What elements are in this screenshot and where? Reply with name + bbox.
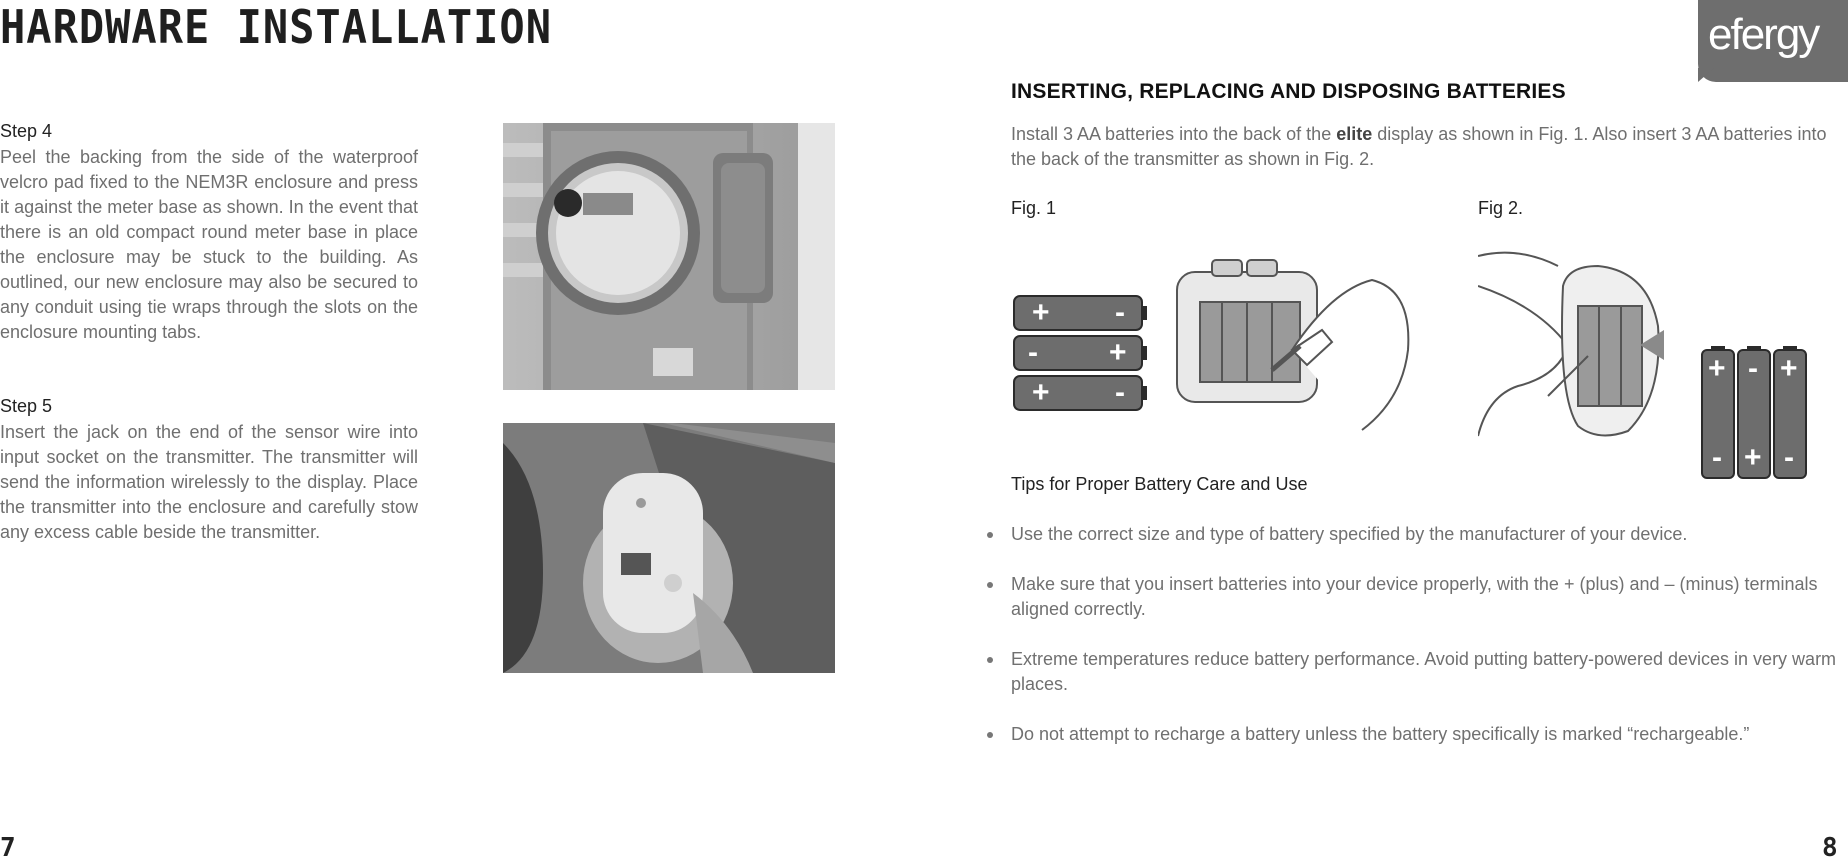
fig2-battery1-plus: + [1708,352,1726,385]
step4-heading: Step 4 [0,121,53,141]
list-item [1011,572,1846,622]
tips-heading: Tips for Proper Battery Care and Use [1011,474,1308,494]
tip-text: Use the correct size and type of battery specified by the manufacturer of your device. [1011,524,1688,544]
step5-text: Insert the jack on the end of the sensor wire into input socket on the transmitter. The transmitter will send the information wirelessly to the display. Place the transmitter into the enclosure and carefully stow any excess cable beside the transmitter. [0,422,418,542]
fig2-battery3-plus: + [1780,352,1798,385]
intro-text-end: display as shown in Fig. 1. Also insert 3 AA batteries into the back of the transmitter as shown in Fig. 2. [1011,124,1827,169]
logo-tail [1698,68,1714,82]
list-item [1011,522,1846,547]
tip-text: Extreme temperatures reduce battery performance. Avoid putting battery-powered devices in very warm places. [1011,649,1837,694]
intro-text-start: Install 3 AA batteries into the back of the [1011,124,1337,144]
tip-text: Do not attempt to recharge a battery unless the battery specifically is marked “rechargeable.” [1011,724,1750,744]
intro-paragraph [1011,122,1831,172]
page-number-right: 8 [1822,833,1838,863]
fig1-battery1-minus: - [1115,296,1125,329]
fig2-battery2-plus: + [1744,441,1762,474]
step5-heading: Step 5 [0,396,53,416]
fig2-label: Fig 2. [1478,198,1524,218]
electric-meter-photo [503,123,835,390]
fig2-transmitter-illustration [1478,246,1664,442]
section-title: INSERTING, REPLACING AND DISPOSING BATTERIES [1011,80,1566,103]
transmitter-photo [503,423,835,673]
logo-text: efergy [1708,10,1819,59]
fig2-battery3-minus: - [1784,441,1794,474]
fig1-batteries [1012,294,1148,414]
bullet-icon [987,732,993,738]
list-item [1011,722,1846,747]
fig2-battery2-minus: - [1748,352,1758,385]
fig1-battery1-plus: + [1032,296,1050,329]
bullet-icon [987,657,993,663]
fig1-display-illustration [1172,250,1418,436]
tips-list [1011,522,1846,772]
tip-text: Make sure that you insert batteries into your device properly, with the + (plus) and – (minus) terminals aligned correctly. [1011,574,1818,619]
fig1-battery3-minus: - [1115,376,1125,409]
fig1-battery2-plus: + [1109,336,1127,369]
page-title: HARDWARE INSTALLATION [0,0,553,54]
page-number-left: 7 [0,833,16,863]
step4-text: Peel the backing from the side of the waterproof velcro pad fixed to the NEM3R enclosure and press it against the meter base as shown. In the event that there is an old compact round meter base in place the enclosure may be stuck to the building. As outlined, our new enclosure may also be secured to any conduit using tie wraps through the slots on the enclosure mounting tabs. [0,147,418,342]
list-item [1011,647,1846,697]
fig2-batteries [1700,345,1810,480]
intro-bold-elite: elite [1336,124,1373,144]
fig2-arrow-icon [1640,330,1664,360]
fig1-label: Fig. 1 [1011,198,1057,218]
fig2-battery1-minus: - [1712,441,1722,474]
fig1-battery2-minus: - [1028,336,1038,369]
bullet-icon [987,532,993,538]
bullet-icon [987,582,993,588]
fig1-battery3-plus: + [1032,376,1050,409]
